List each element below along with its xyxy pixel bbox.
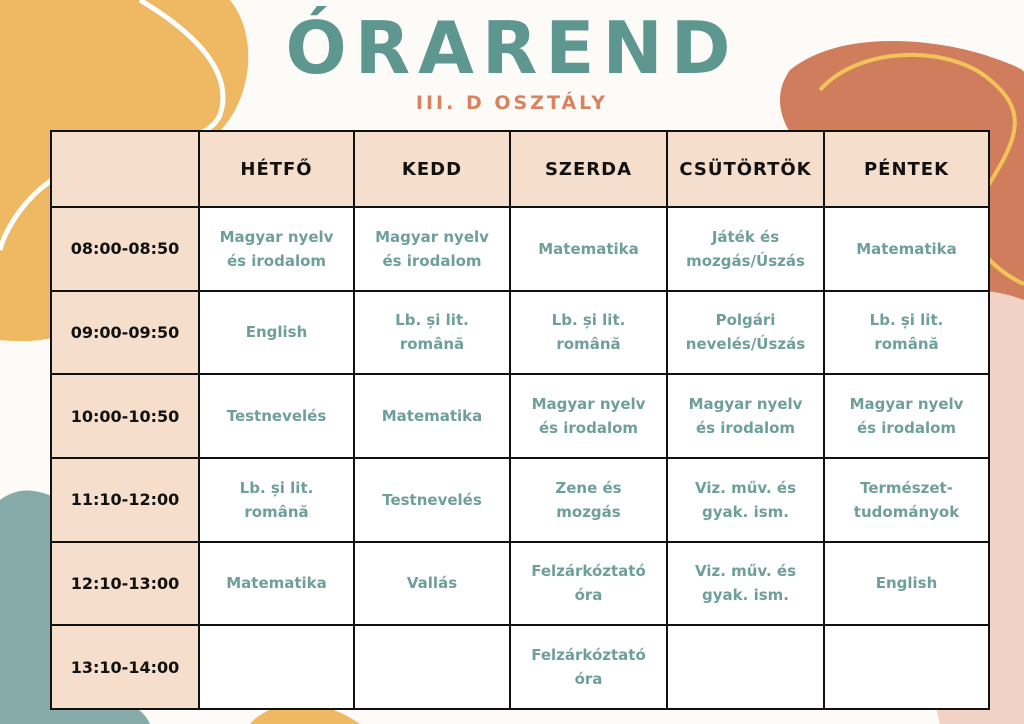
table-row <box>51 207 989 291</box>
lesson-cell <box>354 625 510 709</box>
lesson-cell: Zene és mozgás <box>510 458 667 542</box>
table-row <box>51 291 989 375</box>
lesson-cell: Vallás <box>354 542 510 626</box>
time-slot: 08:00-08:50 <box>51 207 199 291</box>
lesson-cell <box>667 625 824 709</box>
day-header-szerda: SZERDA <box>510 131 667 207</box>
day-header-hetfo: HÉTFŐ <box>199 131 354 207</box>
lesson-cell: Magyar nyelv és irodalom <box>354 207 510 291</box>
lesson-cell: Felzárkóztató óra <box>510 542 667 626</box>
lesson-cell: Természet- tudományok <box>824 458 989 542</box>
day-header-csutortok: CSÜTÖRTÖK <box>667 131 824 207</box>
lesson-cell: Magyar nyelv és irodalom <box>199 207 354 291</box>
lesson-cell: Polgári nevelés/Úszás <box>667 291 824 375</box>
lesson-cell: Matematika <box>199 542 354 626</box>
table-row <box>51 625 989 709</box>
class-subtitle: III. D OSZTÁLY <box>415 92 609 114</box>
lesson-cell: Matematika <box>824 207 989 291</box>
corner-cell <box>51 131 199 207</box>
time-slot: 10:00-10:50 <box>51 374 199 458</box>
lesson-cell: Lb. și lit. română <box>824 291 989 375</box>
lesson-cell: Matematika <box>354 374 510 458</box>
day-header-kedd: KEDD <box>354 131 510 207</box>
header-row <box>51 131 989 207</box>
time-slot: 11:10-12:00 <box>51 458 199 542</box>
lesson-cell: Viz. műv. és gyak. ism. <box>667 542 824 626</box>
lesson-cell: Felzárkóztató óra <box>510 625 667 709</box>
lesson-cell: Testnevelés <box>354 458 510 542</box>
day-header-pentek: PÉNTEK <box>824 131 989 207</box>
lesson-cell: English <box>824 542 989 626</box>
table-row <box>51 458 989 542</box>
page-title: ÓRAREND <box>285 6 739 90</box>
lesson-cell: Lb. și lit. română <box>354 291 510 375</box>
lesson-cell: Lb. și lit. română <box>510 291 667 375</box>
lesson-cell: Magyar nyelv és irodalom <box>824 374 989 458</box>
lesson-cell: Testnevelés <box>199 374 354 458</box>
lesson-cell <box>199 625 354 709</box>
lesson-cell: Magyar nyelv és irodalom <box>510 374 667 458</box>
lesson-cell: Lb. și lit. română <box>199 458 354 542</box>
table-row <box>51 374 989 458</box>
lesson-cell: Magyar nyelv és irodalom <box>667 374 824 458</box>
table-row <box>51 542 989 626</box>
timetable <box>50 130 990 710</box>
lesson-cell: Matematika <box>510 207 667 291</box>
time-slot: 12:10-13:00 <box>51 542 199 626</box>
lesson-cell <box>824 625 989 709</box>
lesson-cell: English <box>199 291 354 375</box>
time-slot: 09:00-09:50 <box>51 291 199 375</box>
lesson-cell: Játék és mozgás/Úszás <box>667 207 824 291</box>
lesson-cell: Viz. műv. és gyak. ism. <box>667 458 824 542</box>
time-slot: 13:10-14:00 <box>51 625 199 709</box>
